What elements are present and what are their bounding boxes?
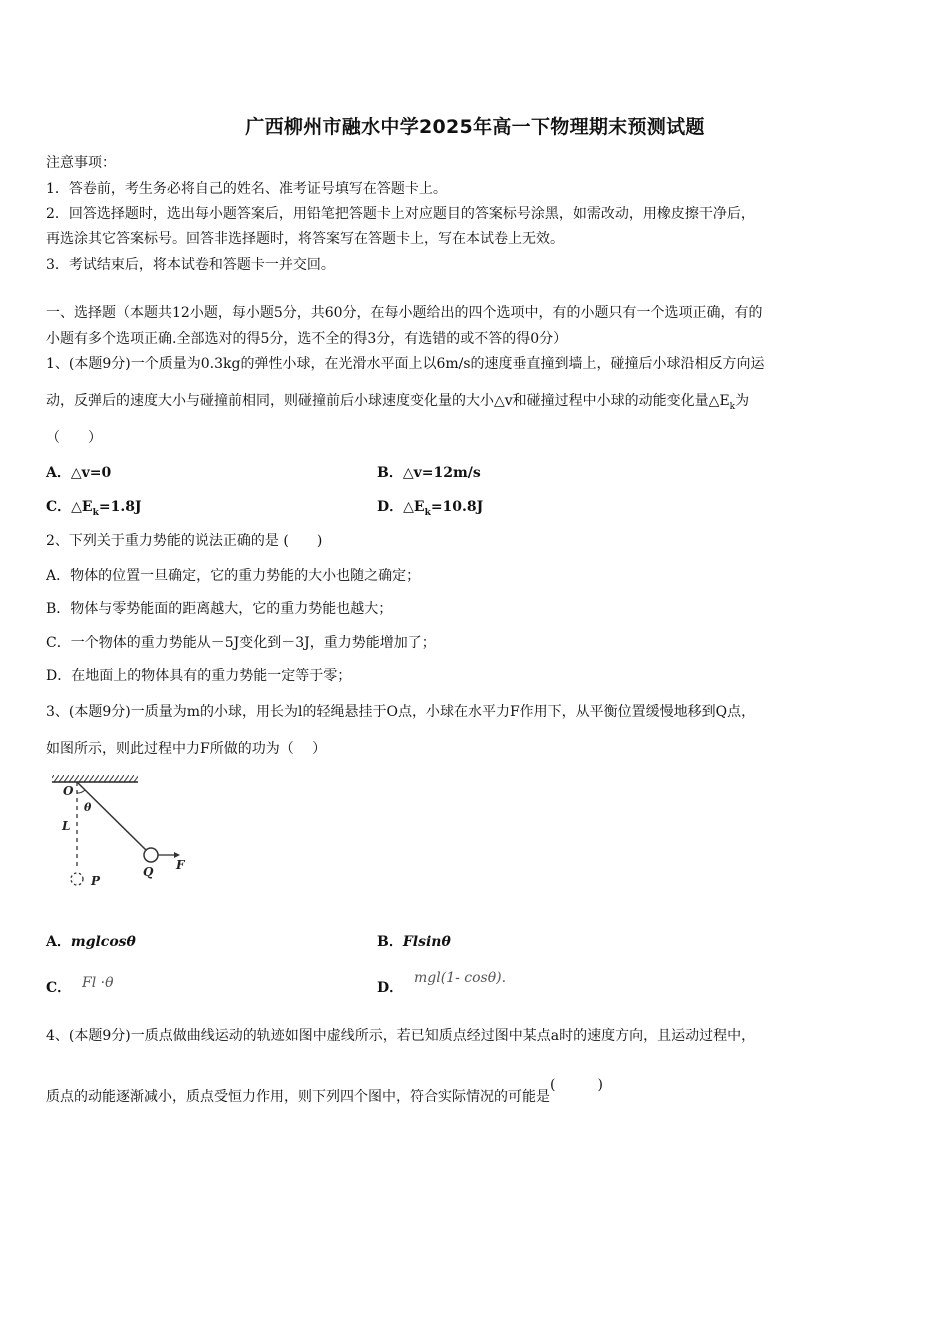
q3-stem-line-1: 3、(本题9分)一质量为m的小球，用长为l的轻绳悬挂于O点，小球在水平力F作用下，从平衡位置缓慢地移到Q点， <box>46 704 756 720</box>
q2-stem: 2、下列关于重力势能的说法正确的是 ( ) <box>46 533 323 549</box>
label-o: O <box>63 784 74 798</box>
q1-stem-line-2: 动，反弹后的速度大小与碰撞前相同，则碰撞前后小球速度变化量的大小△v和碰撞过程中小球的动能变化量$\triangle E_k$为 <box>46 393 750 412</box>
q1-option-a: A．△v=0 <box>46 465 112 481</box>
q3-option-b: B．Flsinθ <box>377 934 451 950</box>
q1-option-b: B．△v=12m/s <box>377 465 481 481</box>
pendulum-figure <box>44 768 214 898</box>
notice-line-3: 3．考试结束后，将本试卷和答题卡一并交回。 <box>46 257 335 273</box>
angle-arc <box>77 790 85 793</box>
q1-option-d: D．$\triangle E_k=10.8J$ <box>377 499 484 518</box>
q3-option-a: A．mglcosθ <box>46 934 136 950</box>
label-theta: θ <box>84 801 92 814</box>
page-title: 广西柳州市融水中学2025年高一下物理期末预测试题 <box>245 116 705 138</box>
q2-option-c: C．一个物体的重力势能从－5J变化到－3J，重力势能增加了； <box>46 635 436 651</box>
notice-line-1: 1．答卷前，考生务必将自己的姓名、准考证号填写在答题卡上。 <box>46 181 447 197</box>
q4-stem-line-1: 4、(本题9分)一质点做曲线运动的轨迹如图中虚线所示，若已知质点经过图中某点a时的速度方向，且运动过程中， <box>46 1028 756 1044</box>
label-f: F <box>176 858 185 872</box>
q1-stem-line-1: 1、(本题9分)一个质量为0.3kg的弹性小球，在光滑水平面上以6m/s的速度垂直撞到墙上，碰撞后小球沿相反方向运 <box>46 356 765 372</box>
pendulum-string <box>77 782 146 850</box>
q2-option-d: D．在地面上的物体具有的重力势能一定等于零； <box>46 668 352 684</box>
label-l: L <box>62 819 71 833</box>
q3-option-d: D． mgl(1- cosθ). <box>377 970 507 996</box>
section-line-1: 一、选择题（本题共12小题，每小题5分，共60分，在每小题给出的四个选项中，有的小题只有一个选项正确，有的 <box>46 305 763 321</box>
q1-answer-paren: （ ） <box>46 430 102 446</box>
q3-stem-line-2: 如图所示，则此过程中力F所做的功为（ ） <box>46 741 327 757</box>
label-q: Q <box>143 865 154 879</box>
notice-heading: 注意事项： <box>46 155 116 171</box>
q4-stem-line-2: 质点的动能逐渐减小，质点受恒力作用，则下列四个图中，符合实际情况的可能是( ) <box>46 1077 603 1105</box>
q1-option-c: C．$\triangle E_k=1.8J$ <box>46 499 142 518</box>
notice-line-2a: 2．回答选择题时，选出每小题答案后，用铅笔把答题卡上对应题目的答案标号涂黑，如需改动，用橡皮擦干净后， <box>46 206 755 222</box>
q2-option-a: A．物体的位置一旦确定，它的重力势能的大小也随之确定； <box>46 568 421 584</box>
section-line-2: 小题有多个选项正确.全部选对的得5分，选不全的得3分，有选错的或不答的得0分） <box>46 331 568 347</box>
ball-p <box>71 873 83 885</box>
label-p: P <box>91 874 101 888</box>
q3-option-c: C． Fl ·θ <box>46 975 114 996</box>
ceiling-hatch <box>52 775 138 782</box>
notice-line-2b: 再选涂其它答案标号。回答非选择题时，将答案写在答题卡上，写在本试卷上无效。 <box>46 231 564 247</box>
q2-option-b: B．物体与零势能面的距离越大，它的重力势能也越大； <box>46 601 393 617</box>
ball-q <box>144 848 158 862</box>
